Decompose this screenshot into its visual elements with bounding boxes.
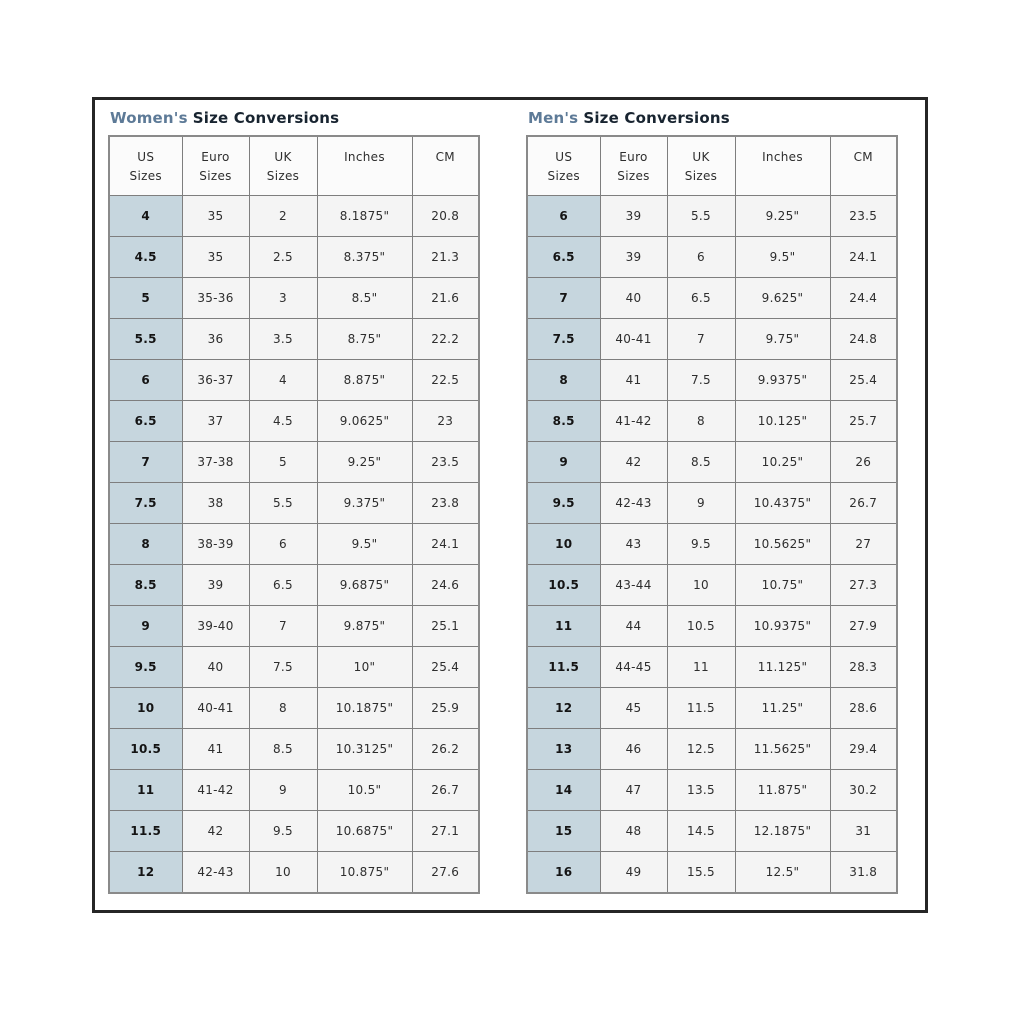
table-row	[527, 688, 897, 729]
us-size-cell: 7	[527, 278, 600, 319]
us-size-cell: 9	[527, 442, 600, 483]
table-row	[527, 811, 897, 852]
size-cell: 5.5	[249, 483, 317, 524]
size-cell: 4	[249, 360, 317, 401]
mens-size-table	[526, 135, 898, 894]
size-cell: 11.5	[667, 688, 735, 729]
table-row	[527, 729, 897, 770]
womens-size-table	[108, 135, 480, 894]
size-cell: 35	[182, 196, 249, 237]
panel-inner	[95, 100, 925, 894]
table-row	[109, 729, 479, 770]
size-cell: 40	[182, 647, 249, 688]
size-cell: 38	[182, 483, 249, 524]
table-row	[527, 852, 897, 893]
size-cell: 5	[249, 442, 317, 483]
us-size-cell: 10	[527, 524, 600, 565]
size-cell: 11	[667, 647, 735, 688]
size-cell: 21.3	[412, 237, 479, 278]
us-size-cell: 5.5	[109, 319, 182, 360]
size-cell: 10.4375"	[735, 483, 830, 524]
us-size-cell: 10.5	[109, 729, 182, 770]
size-cell: 49	[600, 852, 667, 893]
size-cell: 36-37	[182, 360, 249, 401]
size-cell: 28.6	[830, 688, 897, 729]
size-cell: 10.875"	[317, 852, 412, 893]
size-cell: 6.5	[667, 278, 735, 319]
size-cell: 42	[182, 811, 249, 852]
us-size-cell: 13	[527, 729, 600, 770]
us-size-cell: 10	[109, 688, 182, 729]
table-row	[109, 688, 479, 729]
table-row	[109, 852, 479, 893]
us-size-cell: 9	[109, 606, 182, 647]
column-header-cm: CM	[412, 136, 479, 196]
size-cell: 30.2	[830, 770, 897, 811]
size-cell: 9	[249, 770, 317, 811]
size-cell: 40	[600, 278, 667, 319]
size-cell: 10"	[317, 647, 412, 688]
table-row	[527, 565, 897, 606]
size-cell: 20.8	[412, 196, 479, 237]
size-cell: 27.1	[412, 811, 479, 852]
size-cell: 41-42	[600, 401, 667, 442]
size-cell: 25.9	[412, 688, 479, 729]
size-cell: 9	[667, 483, 735, 524]
size-cell: 48	[600, 811, 667, 852]
table-row	[527, 442, 897, 483]
size-cell: 8.375"	[317, 237, 412, 278]
column-header-cm: CM	[830, 136, 897, 196]
size-cell: 8	[667, 401, 735, 442]
size-cell: 8.5	[667, 442, 735, 483]
size-cell: 43	[600, 524, 667, 565]
us-size-cell: 6.5	[527, 237, 600, 278]
table-row	[527, 319, 897, 360]
size-cell: 10.25"	[735, 442, 830, 483]
size-cell: 40-41	[600, 319, 667, 360]
table-row	[109, 483, 479, 524]
size-cell: 9.875"	[317, 606, 412, 647]
table-row	[109, 770, 479, 811]
table-row	[109, 442, 479, 483]
size-cell: 15.5	[667, 852, 735, 893]
table-row	[527, 606, 897, 647]
size-cell: 7.5	[249, 647, 317, 688]
column-header-euro: Euro Sizes	[600, 136, 667, 196]
size-cell: 24.1	[412, 524, 479, 565]
size-cell: 7.5	[667, 360, 735, 401]
womens-title-rest: Size Conversions	[192, 109, 340, 127]
size-cell: 26	[830, 442, 897, 483]
column-header-us: US Sizes	[109, 136, 182, 196]
size-cell: 10.3125"	[317, 729, 412, 770]
table-row	[109, 237, 479, 278]
size-cell: 26.7	[412, 770, 479, 811]
size-cell: 8.5"	[317, 278, 412, 319]
column-header-uk: UK Sizes	[667, 136, 735, 196]
size-cell: 46	[600, 729, 667, 770]
size-cell: 9.625"	[735, 278, 830, 319]
size-cell: 25.7	[830, 401, 897, 442]
size-cell: 8.5	[249, 729, 317, 770]
table-row	[527, 524, 897, 565]
size-cell: 26.2	[412, 729, 479, 770]
size-cell: 39	[600, 196, 667, 237]
size-cell: 9.75"	[735, 319, 830, 360]
us-size-cell: 5	[109, 278, 182, 319]
size-cell: 42	[600, 442, 667, 483]
size-cell: 25.4	[412, 647, 479, 688]
size-cell: 24.1	[830, 237, 897, 278]
table-row	[109, 606, 479, 647]
us-size-cell: 11.5	[109, 811, 182, 852]
size-cell: 8.1875"	[317, 196, 412, 237]
size-cell: 41	[182, 729, 249, 770]
table-row	[109, 401, 479, 442]
size-cell: 9.9375"	[735, 360, 830, 401]
size-cell: 35-36	[182, 278, 249, 319]
size-cell: 10.5625"	[735, 524, 830, 565]
mens-table-title	[528, 109, 898, 127]
us-size-cell: 4	[109, 196, 182, 237]
table-row	[109, 360, 479, 401]
us-size-cell: 9.5	[109, 647, 182, 688]
size-cell: 9.5	[249, 811, 317, 852]
size-cell: 10.6875"	[317, 811, 412, 852]
size-cell: 29.4	[830, 729, 897, 770]
size-cell: 2	[249, 196, 317, 237]
us-size-cell: 12	[527, 688, 600, 729]
table-row	[527, 770, 897, 811]
size-cell: 42-43	[182, 852, 249, 893]
size-cell: 27.3	[830, 565, 897, 606]
size-cell: 9.0625"	[317, 401, 412, 442]
header-row	[527, 136, 897, 196]
header-row	[109, 136, 479, 196]
size-cell: 24.6	[412, 565, 479, 606]
size-cell: 11.875"	[735, 770, 830, 811]
size-cell: 13.5	[667, 770, 735, 811]
us-size-cell: 11.5	[527, 647, 600, 688]
size-cell: 40-41	[182, 688, 249, 729]
us-size-cell: 14	[527, 770, 600, 811]
size-cell: 28.3	[830, 647, 897, 688]
us-size-cell: 7.5	[527, 319, 600, 360]
size-cell: 11.25"	[735, 688, 830, 729]
size-cell: 9.25"	[317, 442, 412, 483]
column-header-euro: Euro Sizes	[182, 136, 249, 196]
size-cell: 2.5	[249, 237, 317, 278]
size-cell: 7	[667, 319, 735, 360]
size-cell: 37-38	[182, 442, 249, 483]
size-cell: 8.875"	[317, 360, 412, 401]
table-row	[527, 647, 897, 688]
size-cell: 9.375"	[317, 483, 412, 524]
size-cell: 39	[182, 565, 249, 606]
us-size-cell: 7	[109, 442, 182, 483]
size-cell: 10	[249, 852, 317, 893]
size-cell: 6	[667, 237, 735, 278]
size-cell: 24.8	[830, 319, 897, 360]
size-cell: 23.8	[412, 483, 479, 524]
table-row	[527, 196, 897, 237]
size-cell: 22.5	[412, 360, 479, 401]
size-cell: 44-45	[600, 647, 667, 688]
us-size-cell: 6	[109, 360, 182, 401]
size-cell: 7	[249, 606, 317, 647]
size-cell: 11.5625"	[735, 729, 830, 770]
size-cell: 27.6	[412, 852, 479, 893]
table-row	[109, 811, 479, 852]
size-cell: 9.5"	[735, 237, 830, 278]
size-cell: 31.8	[830, 852, 897, 893]
us-size-cell: 7.5	[109, 483, 182, 524]
table-row	[109, 565, 479, 606]
size-cell: 23.5	[412, 442, 479, 483]
column-header-us: US Sizes	[527, 136, 600, 196]
size-cell: 24.4	[830, 278, 897, 319]
column-header-inches: Inches	[735, 136, 830, 196]
us-size-cell: 9.5	[527, 483, 600, 524]
table-row	[527, 401, 897, 442]
us-size-cell: 12	[109, 852, 182, 893]
size-cell: 3.5	[249, 319, 317, 360]
size-cell: 10.9375"	[735, 606, 830, 647]
size-cell: 12.5	[667, 729, 735, 770]
size-cell: 47	[600, 770, 667, 811]
size-cell: 14.5	[667, 811, 735, 852]
womens-title-prefix: Women's	[110, 109, 188, 127]
us-size-cell: 8	[527, 360, 600, 401]
size-cell: 41-42	[182, 770, 249, 811]
us-size-cell: 16	[527, 852, 600, 893]
size-cell: 35	[182, 237, 249, 278]
mens-title-prefix: Men's	[528, 109, 579, 127]
size-cell: 6.5	[249, 565, 317, 606]
size-cell: 23	[412, 401, 479, 442]
table-row	[109, 647, 479, 688]
size-cell: 10	[667, 565, 735, 606]
table-row	[527, 360, 897, 401]
womens-table-section	[108, 109, 480, 894]
size-cell: 26.7	[830, 483, 897, 524]
column-header-inches: Inches	[317, 136, 412, 196]
size-cell: 8.75"	[317, 319, 412, 360]
womens-table-title	[110, 109, 480, 127]
size-cell: 12.1875"	[735, 811, 830, 852]
us-size-cell: 8.5	[527, 401, 600, 442]
size-cell: 9.5	[667, 524, 735, 565]
us-size-cell: 10.5	[527, 565, 600, 606]
us-size-cell: 6.5	[109, 401, 182, 442]
size-cell: 39	[600, 237, 667, 278]
mens-table-section	[526, 109, 898, 894]
table-row	[527, 483, 897, 524]
size-cell: 10.1875"	[317, 688, 412, 729]
size-cell: 27	[830, 524, 897, 565]
size-cell: 9.5"	[317, 524, 412, 565]
table-row	[109, 319, 479, 360]
size-cell: 9.25"	[735, 196, 830, 237]
size-cell: 43-44	[600, 565, 667, 606]
table-row	[109, 278, 479, 319]
size-cell: 38-39	[182, 524, 249, 565]
size-cell: 10.5	[667, 606, 735, 647]
size-cell: 44	[600, 606, 667, 647]
table-row	[109, 524, 479, 565]
table-row	[527, 278, 897, 319]
size-cell: 22.2	[412, 319, 479, 360]
size-cell: 8	[249, 688, 317, 729]
size-cell: 41	[600, 360, 667, 401]
size-cell: 5.5	[667, 196, 735, 237]
size-cell: 37	[182, 401, 249, 442]
size-cell: 36	[182, 319, 249, 360]
us-size-cell: 8.5	[109, 565, 182, 606]
size-cell: 27.9	[830, 606, 897, 647]
us-size-cell: 6	[527, 196, 600, 237]
column-header-uk: UK Sizes	[249, 136, 317, 196]
table-row	[527, 237, 897, 278]
us-size-cell: 11	[527, 606, 600, 647]
size-cell: 9.6875"	[317, 565, 412, 606]
us-size-cell: 15	[527, 811, 600, 852]
size-conversion-panel	[92, 97, 928, 913]
size-cell: 11.125"	[735, 647, 830, 688]
table-row	[109, 196, 479, 237]
size-cell: 39-40	[182, 606, 249, 647]
size-cell: 10.125"	[735, 401, 830, 442]
size-cell: 10.75"	[735, 565, 830, 606]
us-size-cell: 4.5	[109, 237, 182, 278]
mens-title-rest: Size Conversions	[583, 109, 730, 127]
us-size-cell: 11	[109, 770, 182, 811]
size-cell: 31	[830, 811, 897, 852]
size-cell: 42-43	[600, 483, 667, 524]
size-cell: 23.5	[830, 196, 897, 237]
size-cell: 10.5"	[317, 770, 412, 811]
size-cell: 6	[249, 524, 317, 565]
us-size-cell: 8	[109, 524, 182, 565]
size-cell: 4.5	[249, 401, 317, 442]
size-cell: 25.1	[412, 606, 479, 647]
size-cell: 12.5"	[735, 852, 830, 893]
size-cell: 45	[600, 688, 667, 729]
size-cell: 25.4	[830, 360, 897, 401]
size-cell: 3	[249, 278, 317, 319]
size-cell: 21.6	[412, 278, 479, 319]
